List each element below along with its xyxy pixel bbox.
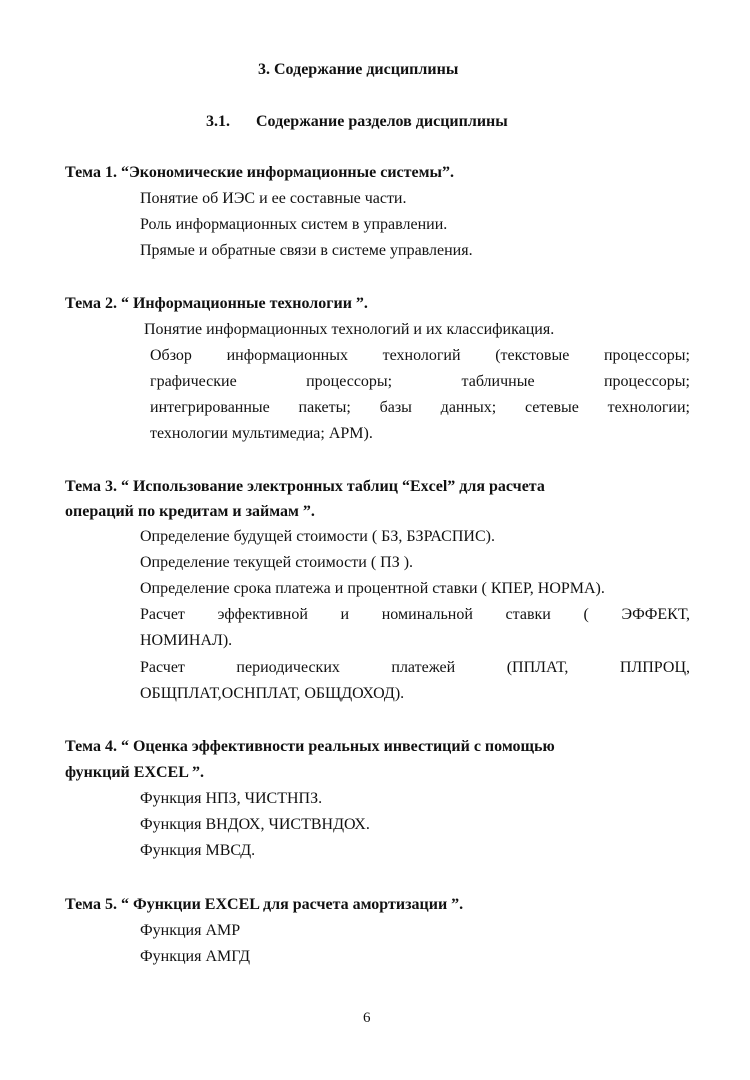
section-title: 3. Содержание дисциплины bbox=[258, 61, 459, 78]
topic-3-line: Определение срока платежа и процентной ставки ( КПЕР, НОРМА). bbox=[140, 580, 605, 597]
subsection-title: Содержание разделов дисциплины bbox=[256, 113, 508, 130]
topic-1-line: Понятие об ИЭС и ее составные части. bbox=[140, 190, 407, 207]
subsection-number: 3.1. bbox=[206, 113, 230, 130]
topic-5-heading: Тема 5. “ Функции EXCEL для расчета амортизации ”. bbox=[65, 896, 464, 913]
topic-4-line: Функция НПЗ, ЧИСТНПЗ. bbox=[140, 790, 323, 807]
topic-4-heading-line1: Тема 4. “ Оценка эффективности реальных инвестиций с помощью bbox=[65, 738, 555, 755]
topic-5-line: Функция АМР bbox=[140, 922, 241, 939]
topic-2-line: Обзор информационных технологий (текстовые процессоры; bbox=[150, 347, 690, 364]
topic-4-line: Функция ВНДОХ, ЧИСТВНДОХ. bbox=[140, 816, 370, 833]
page-number: 6 bbox=[363, 1010, 371, 1026]
topic-1-heading: Тема 1. “Экономические информационные системы”. bbox=[65, 164, 454, 181]
topic-2-heading: Тема 2. “ Информационные технологии ”. bbox=[65, 295, 368, 312]
topic-3-line: Расчет периодических платежей (ППЛАТ, ПЛПРОЦ, bbox=[140, 659, 690, 676]
topic-4-heading-line2: функций EXCEL ”. bbox=[65, 764, 205, 781]
topic-3-line: Определение будущей стоимости ( БЗ, БЗРАСПИС). bbox=[140, 528, 495, 545]
topic-1-line: Роль информационных систем в управлении. bbox=[140, 216, 448, 233]
topic-2-line: технологии мультимедиа; АРМ). bbox=[150, 425, 373, 442]
topic-2-line: интегрированные пакеты; базы данных; сетевые технологии; bbox=[150, 399, 690, 416]
topic-3-line: Определение текущей стоимости ( ПЗ ). bbox=[140, 554, 414, 571]
topic-2-line: графические процессоры; табличные процессоры; bbox=[150, 373, 690, 390]
topic-3-line: Расчет эффективной и номинальной ставки ( ЭФФЕКТ, bbox=[140, 606, 690, 623]
topic-4-line: Функция МВСД. bbox=[140, 842, 256, 859]
topic-3-line: НОМИНАЛ). bbox=[140, 632, 233, 649]
topic-3-line: ОБЩПЛАТ,ОСНПЛАТ, ОБЩДОХОД). bbox=[140, 685, 405, 702]
topic-1-line: Прямые и обратные связи в системе управления. bbox=[140, 242, 473, 259]
topic-3-heading-line2: операций по кредитам и займам ”. bbox=[65, 503, 315, 520]
topic-3-heading-line1: Тема 3. “ Использование электронных таблиц “Excel” для расчета bbox=[65, 478, 545, 495]
topic-5-line: Функция АМГД bbox=[140, 948, 250, 965]
topic-2-line: Понятие информационных технологий и их классификация. bbox=[144, 321, 555, 338]
